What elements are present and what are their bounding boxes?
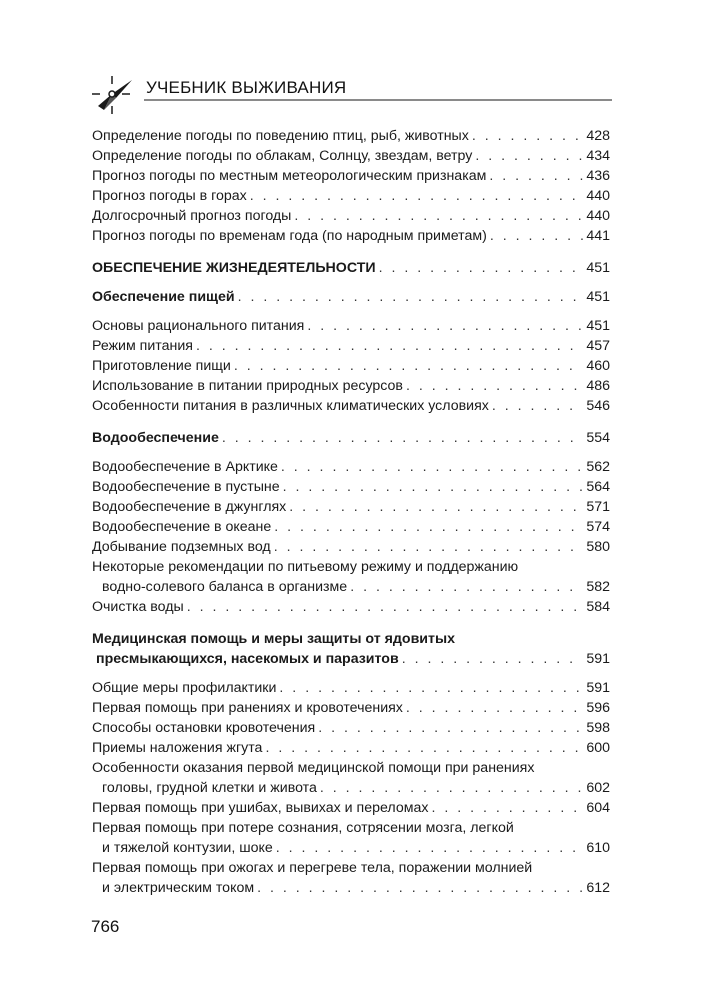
toc-entry-label: Режим питания <box>92 338 193 354</box>
toc-entry-label: Водообеспечение в океане <box>92 519 272 535</box>
toc-entry-page: 600 <box>586 740 610 756</box>
toc-entry[interactable] <box>92 126 610 146</box>
toc-entry-label-line1: Некоторые рекомендации по питьевому режиму и поддержанию <box>92 559 519 575</box>
leader-dots <box>318 718 583 738</box>
header-rule <box>144 99 612 101</box>
toc-entry-page: 584 <box>586 599 610 615</box>
toc-entry-label: Определение погоды по облакам, Солнцу, звездам, ветру <box>92 148 473 164</box>
page-number: 766 <box>91 917 120 936</box>
toc-entry-label: Добывание подземных вод <box>92 539 271 555</box>
toc-entry-label: Долгосрочный прогноз погоды <box>92 208 292 224</box>
toc-subsection-label-line1: Медицинская помощь и меры защиты от ядовитых <box>92 631 455 647</box>
toc-entry-label-line2: водно-солевого баланса в организме <box>102 579 348 595</box>
toc-subsection-label-line2: пресмыкающихся, насекомых и паразитов <box>96 651 399 667</box>
toc-entry[interactable] <box>92 698 610 718</box>
toc-entry-label-line2: головы, грудной клетки и живота <box>102 780 317 796</box>
leader-dots <box>492 396 583 416</box>
toc-entry-page: 428 <box>586 128 610 144</box>
toc-entry-label: Приготовление пищи <box>92 358 231 374</box>
toc-entry[interactable] <box>92 226 610 246</box>
toc-entry-label: Способы остановки кровотечения <box>92 720 316 736</box>
toc-entry-label: Общие меры профилактики <box>92 680 277 696</box>
toc-subsection-multiline[interactable] <box>92 629 610 669</box>
toc-entry-page: 457 <box>586 338 610 354</box>
toc-entry-label: Очистка воды <box>92 599 184 615</box>
toc-section-page: 451 <box>586 260 610 276</box>
leader-dots <box>406 698 583 718</box>
toc-entry-page: 546 <box>586 398 610 414</box>
toc-entry-page: 440 <box>586 208 610 224</box>
toc-entry-label-line2: и электрическим током <box>102 880 255 896</box>
toc-subsection-page: 554 <box>586 430 610 446</box>
toc-entry-label: Водообеспечение в джунглях <box>92 499 287 515</box>
leader-dots <box>276 838 584 858</box>
toc-entry-page: 440 <box>586 188 610 204</box>
toc-entry-label: Определение погоды по поведению птиц, рыб, животных <box>92 128 469 144</box>
leader-dots <box>289 497 583 517</box>
toc-entry-page: 571 <box>586 499 610 515</box>
toc-entry-page: 602 <box>586 780 610 796</box>
toc-subsection-label: Обеспечение пищей <box>92 289 235 305</box>
running-header-title: УЧЕБНИК ВЫЖИВАНИЯ <box>146 78 347 97</box>
toc-entry-label: Прогноз погоды по временам года (по народным приметам) <box>92 228 487 244</box>
leader-dots <box>489 166 583 186</box>
toc-entry-page: 460 <box>586 358 610 374</box>
toc-entry-label-line1: Первая помощь при ожогах и перегреве тела, поражении молнией <box>92 860 533 876</box>
toc-entry-page: 612 <box>586 880 610 896</box>
toc-entry-page: 562 <box>586 459 610 475</box>
toc-entry-page: 580 <box>586 539 610 555</box>
leader-dots <box>472 126 583 146</box>
leader-dots <box>274 517 583 537</box>
toc-entry[interactable] <box>92 718 610 738</box>
toc-section-entry[interactable] <box>92 258 610 278</box>
leader-dots <box>350 577 583 597</box>
toc-entry-label: Приемы наложения жгута <box>92 740 263 756</box>
toc-subsection-page: 451 <box>586 289 610 305</box>
toc-entry[interactable] <box>92 316 610 336</box>
toc-entry[interactable] <box>92 166 610 186</box>
toc-entry[interactable] <box>92 537 610 557</box>
leader-dots <box>222 428 583 448</box>
toc-entry-multiline[interactable] <box>92 818 610 858</box>
toc-entry-multiline[interactable] <box>92 858 610 898</box>
leader-dots <box>196 336 583 356</box>
leader-dots <box>307 316 583 336</box>
toc-entry-label: Прогноз погоды по местным метеорологическим признакам <box>92 168 487 184</box>
toc-subsection-entry[interactable] <box>92 287 610 307</box>
leader-dots <box>257 878 583 898</box>
leader-dots <box>274 537 584 557</box>
toc-entry[interactable] <box>92 146 610 166</box>
toc-entry[interactable] <box>92 206 610 226</box>
toc-entry[interactable] <box>92 457 610 477</box>
toc-entry[interactable] <box>92 356 610 376</box>
leader-dots <box>475 146 583 166</box>
toc-entry[interactable] <box>92 597 610 617</box>
toc-entry[interactable] <box>92 798 610 818</box>
toc-entry-label-line1: Первая помощь при потере сознания, сотрясении мозга, легкой <box>92 820 514 836</box>
toc-entry-label: Особенности питания в различных климатических условиях <box>92 398 489 414</box>
leader-dots <box>379 258 584 278</box>
leader-dots <box>431 798 583 818</box>
toc-entry-page: 582 <box>586 579 610 595</box>
toc-entry-page: 596 <box>586 700 610 716</box>
toc-entry-page: 591 <box>586 680 610 696</box>
leader-dots <box>250 186 584 206</box>
running-header <box>90 76 612 102</box>
toc-entry-multiline[interactable] <box>92 557 610 597</box>
toc-entry-label-line2: и тяжелой контузии, шоке <box>102 840 273 856</box>
leader-dots <box>265 738 583 758</box>
toc-entry-page: 604 <box>586 800 610 816</box>
toc-entry-multiline[interactable] <box>92 758 610 798</box>
toc-entry[interactable] <box>92 376 610 396</box>
toc-entry[interactable] <box>92 396 610 416</box>
leader-dots <box>238 287 584 307</box>
leader-dots <box>279 678 583 698</box>
toc-subsection-entry[interactable] <box>92 428 610 448</box>
leader-dots <box>187 597 584 617</box>
toc-entry-page: 598 <box>586 720 610 736</box>
toc-entry-label: Первая помощь при ушибах, вывихах и переломах <box>92 800 429 816</box>
toc-entry[interactable] <box>92 678 610 698</box>
toc-subsection-page: 591 <box>586 651 610 667</box>
toc-entry[interactable] <box>92 186 610 206</box>
leader-dots <box>402 649 584 669</box>
toc-entry[interactable] <box>92 497 610 517</box>
toc-entry[interactable] <box>92 336 610 356</box>
leader-dots <box>234 356 583 376</box>
toc-entry-page: 574 <box>586 519 610 535</box>
toc-entry[interactable] <box>92 517 610 537</box>
leader-dots <box>281 457 583 477</box>
toc-entry-label: Прогноз погоды в горах <box>92 188 247 204</box>
toc-entry-label: Использование в питании природных ресурсов <box>92 378 403 394</box>
leader-dots <box>490 226 583 246</box>
toc-entry-page: 434 <box>586 148 610 164</box>
compass-star-icon <box>90 76 134 116</box>
toc-entry-page: 436 <box>586 168 610 184</box>
toc-entry-label: Водообеспечение в Арктике <box>92 459 278 475</box>
toc-entry-label: Первая помощь при ранениях и кровотечениях <box>92 700 403 716</box>
leader-dots <box>320 778 583 798</box>
toc-entry-label: Основы рационального питания <box>92 318 305 334</box>
toc-entry-label: Водообеспечение в пустыне <box>92 479 280 495</box>
leader-dots <box>406 376 583 396</box>
toc-entry-label-line1: Особенности оказания первой медицинской помощи при ранениях <box>92 760 535 776</box>
toc-subsection-label: Водообеспечение <box>92 430 219 446</box>
toc-entry-page: 486 <box>586 378 610 394</box>
toc-entry[interactable] <box>92 477 610 497</box>
table-of-contents <box>92 126 610 898</box>
toc-entry-page: 451 <box>586 318 610 334</box>
toc-section-label: ОБЕСПЕЧЕНИЕ ЖИЗНЕДЕЯТЕЛЬНОСТИ <box>92 260 376 276</box>
leader-dots <box>294 206 583 226</box>
toc-entry-page: 564 <box>586 479 610 495</box>
toc-entry[interactable] <box>92 738 610 758</box>
toc-entry-page: 610 <box>586 840 610 856</box>
leader-dots <box>283 477 584 497</box>
toc-entry-page: 441 <box>586 228 610 244</box>
